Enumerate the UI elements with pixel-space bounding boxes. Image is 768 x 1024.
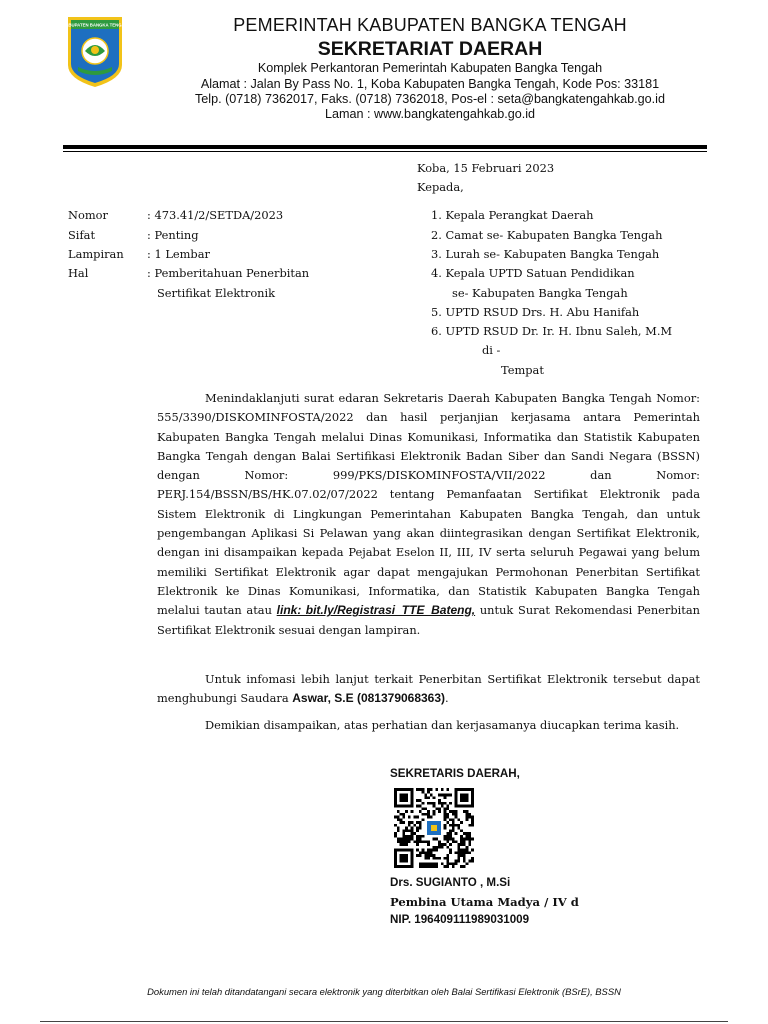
- body-paragraph-2: [157, 670, 700, 709]
- addressee-heading: Kepada,: [417, 180, 464, 194]
- meta-value-sifat: : Penting: [147, 228, 199, 242]
- letterhead-website: Laman : www.bangkatengahkab.go.id: [324, 107, 536, 121]
- recipient-item: 2. Camat se- Kabupaten Bangka Tengah: [431, 228, 663, 242]
- body-paragraph-3: [157, 716, 700, 735]
- body-paragraph-1-tail: untuk Surat Rekomendasi Penerbitan Sertifikat Elektronik sesuai dengan lampiran.: [157, 603, 700, 637]
- electronic-signature-footer: Dokumen ini telah ditandatangani secara elektronik yang diterbitkan oleh Balai Sertifikasi Elektronik (BSrE), BSSN: [147, 986, 621, 997]
- letterhead-complex: Komplek Perkantoran Pemerintah Kabupaten Bangka Tengah: [257, 61, 603, 75]
- regency-emblem-logo: [62, 15, 128, 89]
- body-paragraph-1-text: Menindaklanjuti surat edaran Sekretaris Daerah Kabupaten Bangka Tengah Nomor: 555/3390/DISKOMINFOSTA/2022 dan hasil perjanjian kerjasama antara Pemerintah Kabupaten Bangka Tengah melalui Dinas Komunikasi, Informatika dan Statistik Kabupaten Bangka Tengah dengan Balai Sertifikasi Elektronik Badan Siber dan Sandi Negara (BSSN) dengan Nomor: 999/PKS/DISKOMINFOSTA/VII/2022 dan Nomor: PERJ.154/BSSN/BS/HK.07.02/07/2022 tentang Pemanfaatan Sertifikat Elektronik pada Sistem Elektronik di Lingkungan Pemerintahan Kabupaten Bangka Tengah, dan untuk pengembangan Aplikasi Si Pelawan yang akan diintegrasikan dengan Sertifikat Elektronik, dengan ini disampaikan kepada Pejabat Eselon II, III, IV serta seluruh Pegawai yang belum memiliki Sertifikat Elektronik agar dapat mengajukan Permohonan Penerbitan Sertifikat Elektronik ke Dinas Komunikasi, Informatika, dan Statistik Kabupaten Bangka Tengah melalui tautan atau: [157, 391, 700, 618]
- signatory-rank: Pembina Utama Madya / IV d: [390, 895, 579, 909]
- registration-link[interactable]: link: bit.ly/Registrasi_TTE_Bateng,: [276, 603, 476, 618]
- letterhead-office-name: SEKRETARIAT DAERAH: [317, 38, 543, 60]
- signatory-title: SEKRETARIS DAERAH,: [390, 767, 520, 780]
- signatory-name: Drs. SUGIANTO , M.Si: [390, 876, 511, 889]
- body-paragraph-1: [157, 389, 700, 640]
- meta-label-hal: Hal: [68, 266, 89, 280]
- signatory-nip: NIP. 196409111989031009: [390, 913, 530, 926]
- recipient-item: 3. Lurah se- Kabupaten Bangka Tengah: [431, 247, 660, 261]
- recipient-item: 6. UPTD RSUD Dr. Ir. H. Ibnu Saleh, M.M: [431, 324, 673, 338]
- meta-label-nomor: Nomor: [68, 208, 108, 222]
- meta-label-lampiran: Lampiran: [68, 247, 124, 261]
- letterhead-divider-thick: [63, 145, 707, 149]
- letterhead-government-name: PEMERINTAH KABUPATEN BANGKA TENGAH: [233, 15, 627, 35]
- recipient-item: 5. UPTD RSUD Drs. H. Abu Hanifah: [431, 305, 640, 319]
- letterhead-divider-thin: [63, 151, 707, 152]
- meta-label-sifat: Sifat: [68, 228, 96, 242]
- recipient-item: 4. Kepala UPTD Satuan Pendidikan: [431, 266, 635, 280]
- place-date: Koba, 15 Februari 2023: [417, 161, 555, 175]
- logo-caption: KABUPATEN BANGKA TENGAH: [62, 22, 128, 28]
- meta-value-hal-continued: Sertifikat Elektronik: [157, 286, 276, 300]
- recipient-place: Tempat: [501, 363, 544, 377]
- contact-person: Aswar, S.E (081379068363): [292, 691, 446, 706]
- signature-qr-code: [394, 788, 474, 868]
- meta-value-nomor: : 473.41/2/SETDA/2023: [147, 208, 284, 222]
- body-paragraph-2-text: Untuk infomasi lebih lanjut terkait Penerbitan Sertifikat Elektronik tersebut dapat menghubungi Saudara: [157, 672, 700, 706]
- recipient-item: 1. Kepala Perangkat Daerah: [431, 208, 594, 222]
- meta-value-hal: : Pemberitahuan Penerbitan: [147, 266, 310, 280]
- body-paragraph-3-text: Demikian disampaikan, atas perhatian dan kerjasamanya diucapkan terima kasih.: [205, 718, 680, 732]
- recipient-di: di -: [482, 343, 501, 357]
- body-paragraph-2-end: .: [445, 691, 449, 706]
- recipient-item-continued: se- Kabupaten Bangka Tengah: [452, 286, 628, 300]
- letterhead-address: Alamat : Jalan By Pass No. 1, Koba Kabupaten Bangka Tengah, Kode Pos: 33181: [200, 77, 660, 91]
- meta-value-lampiran: : 1 Lembar: [147, 247, 210, 261]
- letterhead-contact: Telp. (0718) 7362017, Faks. (0718) 7362018, Pos-el : seta@bangkatengahkab.go.id: [195, 92, 665, 106]
- footer-divider: [40, 1021, 728, 1022]
